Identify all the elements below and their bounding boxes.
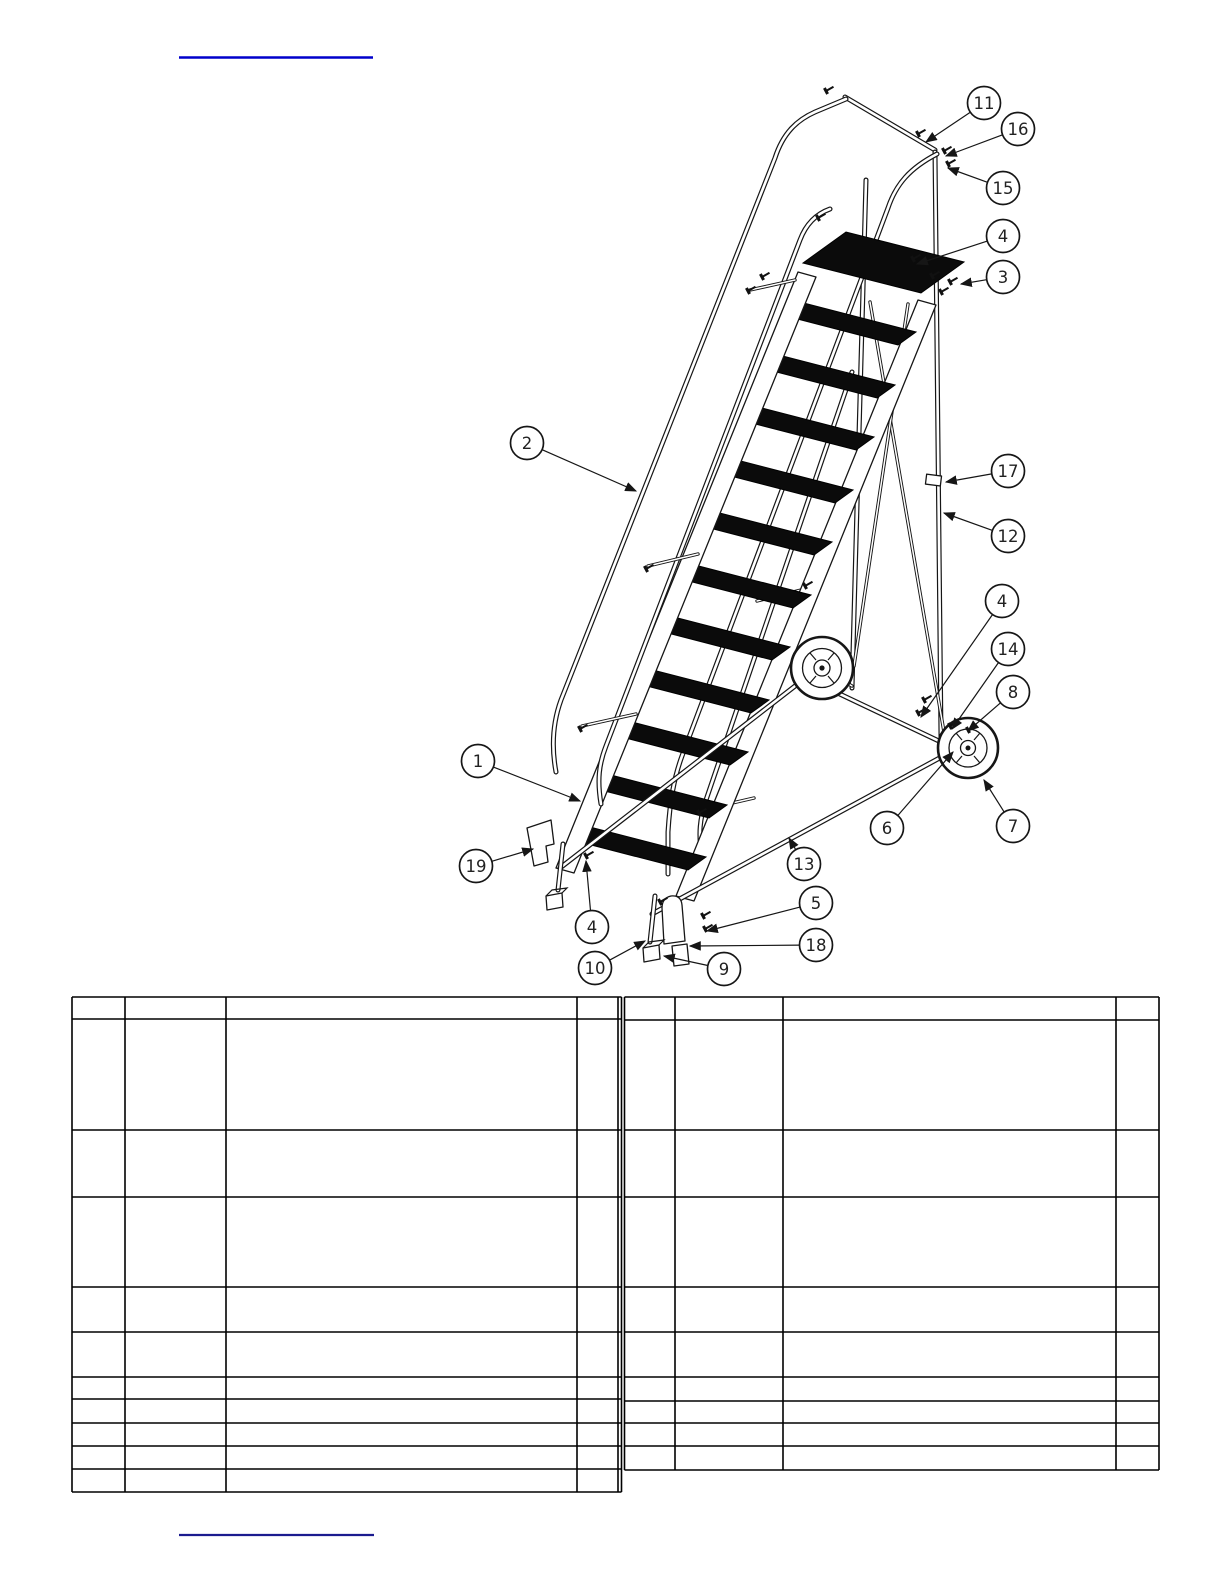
top-platform-tread [803, 232, 964, 293]
callout-number: 16 [1007, 119, 1029, 139]
callout-number: 11 [973, 93, 995, 113]
callout-number: 7 [1007, 816, 1019, 836]
callout-leader-line [946, 474, 992, 482]
screw-icon [939, 288, 948, 295]
callout-leader-line [610, 941, 645, 960]
callout-number: 19 [465, 856, 487, 876]
rail-clamp [925, 474, 941, 486]
screw-icon [946, 160, 955, 167]
screw-icon [760, 273, 769, 280]
callout-leader-line [946, 135, 1003, 156]
callout-number: 14 [997, 639, 1019, 659]
tread [572, 827, 706, 870]
callout-2 [511, 427, 637, 492]
callout-number: 9 [718, 959, 730, 979]
screw-icon [584, 852, 593, 859]
screw-icon [948, 278, 957, 285]
callout-10 [579, 941, 646, 985]
callout-5 [707, 887, 833, 932]
callout-number: 18 [805, 935, 827, 955]
callout-number: 13 [793, 854, 815, 874]
callout-leader-line [961, 280, 987, 284]
screw-icon [824, 87, 833, 94]
callout-11 [926, 87, 1001, 143]
callout-4 [576, 861, 609, 944]
callout-13 [788, 838, 821, 881]
callout-leader-line [542, 450, 636, 491]
callout-number: 2 [521, 433, 533, 453]
callout-leader-line [984, 780, 1004, 812]
callout-12 [944, 513, 1025, 553]
callout-number: 12 [997, 526, 1019, 546]
parts-table-right [625, 997, 1160, 1470]
callout-leader-line [948, 168, 987, 182]
top-connecting-rail-core [845, 97, 935, 150]
callout-1 [462, 745, 581, 802]
callout-number: 10 [584, 958, 606, 978]
rail-stub-core [750, 280, 795, 290]
rolling-ladder-drawing [527, 97, 998, 966]
callout-leader-line [493, 767, 580, 801]
callout-number: 3 [997, 267, 1009, 287]
screw-icon [942, 147, 951, 154]
callout-19 [460, 849, 534, 883]
right-foot-bracket [662, 896, 685, 944]
callout-number: 8 [1007, 682, 1019, 702]
left-stringer [556, 272, 816, 873]
callout-6 [871, 752, 954, 845]
callout-7 [984, 780, 1030, 843]
screw-icon [916, 130, 925, 137]
callout-number: 1 [472, 751, 484, 771]
parts-list-grid [72, 997, 1159, 1492]
callout-leader-line [944, 513, 992, 530]
screw-icon [922, 696, 931, 703]
link-rules [179, 58, 374, 1536]
left-rubber-foot [546, 893, 563, 910]
callout-number: 6 [881, 818, 893, 838]
callout-leader-line [492, 849, 533, 861]
callout-leader-line [690, 945, 800, 946]
callout-leader-line [898, 752, 953, 816]
right-rubber-foot [643, 945, 660, 962]
callout-17 [946, 455, 1025, 488]
left-wheel [791, 637, 853, 699]
right-foot-plate [672, 944, 689, 966]
callout-number: 17 [997, 461, 1019, 481]
callout-leader-line [926, 112, 970, 142]
callout-leader-line [586, 861, 591, 911]
screw-icon [701, 912, 710, 919]
callout-number: 4 [997, 226, 1009, 246]
callout-number: 4 [996, 591, 1008, 611]
callout-leader-line [707, 907, 800, 931]
callout-18 [690, 929, 833, 962]
callout-number: 5 [810, 893, 822, 913]
callout-8 [968, 676, 1030, 732]
callout-3 [961, 261, 1020, 294]
callout-15 [948, 168, 1020, 205]
callout-number: 15 [992, 178, 1014, 198]
left-foot-bracket [527, 820, 554, 866]
parts-table-left [72, 997, 622, 1492]
callout-number: 4 [586, 917, 598, 937]
